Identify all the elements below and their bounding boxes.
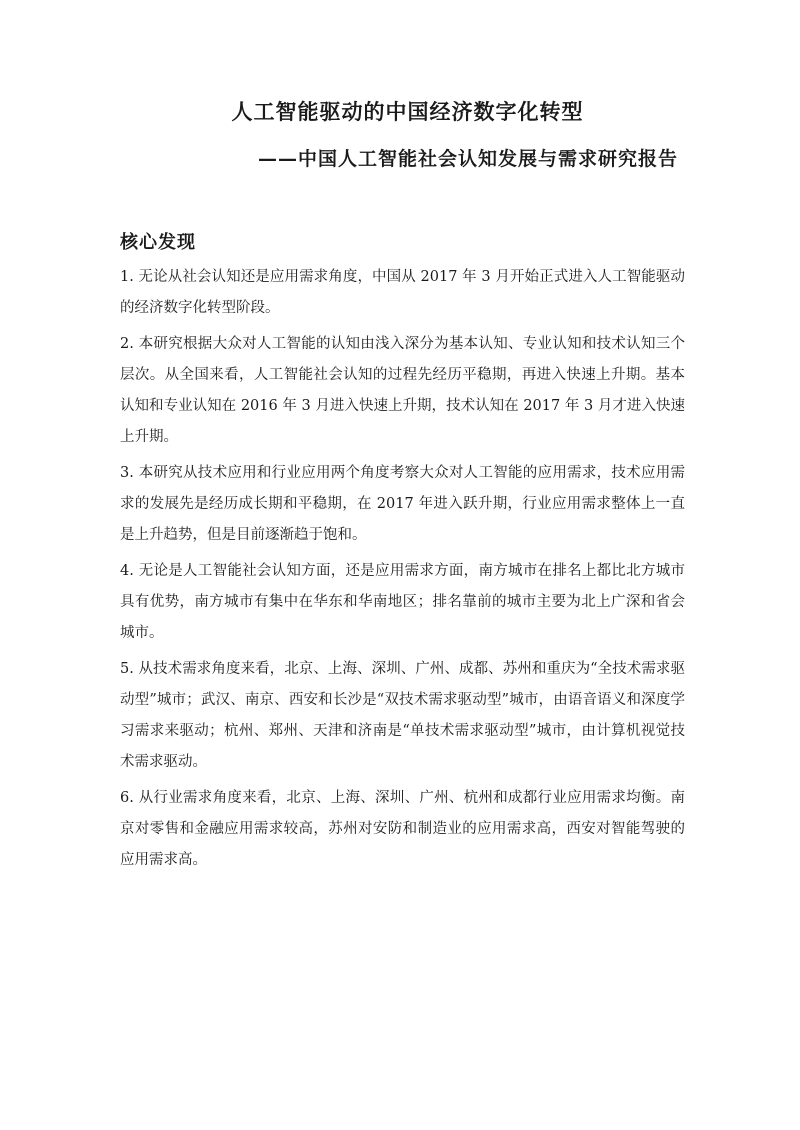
finding-item: 1. 无论从社会认知还是应用需求角度，中国从 2017 年 3 月开始正式进入人工智能驱动的经济数字化转型阶段。 (120, 269, 685, 316)
document-title: 人工智能驱动的中国经济数字化转型 (231, 99, 584, 124)
finding-item: 3. 本研究从技术应用和行业应用两个角度考察大众对人工智能的应用需求，技术应用需求的发展先是经历成长期和平稳期，在 2017 年进入跃升期，行业应用需求整体上一直是上升趋势，但是目前逐渐趋于饱和。 (120, 465, 685, 543)
finding-item: 2. 本研究根据大众对人工智能的认知由浅入深分为基本认知、专业认知和技术认知三个层次。从全国来看，人工智能社会认知的过程先经历平稳期，再进入快速上升期。基本认知和专业认知在 2016 年 3 月进入快速上升期，技术认知在 2017 年 3 月才进入快速上升期。 (120, 336, 685, 445)
document-subtitle: ——中国人工智能社会认知发展与需求研究报告 (257, 148, 678, 170)
finding-item: 6. 从行业需求角度来看，北京、上海、深圳、广州、杭州和成都行业应用需求均衡。南京对零售和金融应用需求较高，苏州对安防和制造业的应用需求高，西安对智能驾驶的应用需求高。 (120, 790, 685, 868)
findings-list (120, 262, 685, 881)
section-heading: 核心发现 (120, 232, 196, 253)
finding-item: 5. 从技术需求角度来看，北京、上海、深圳、广州、成都、苏州和重庆为“全技术需求驱动型”城市；武汉、南京、西安和长沙是“双技术需求驱动型”城市，由语音语义和深度学习需求来驱动；杭州、郑州、天津和济南是“单技术需求驱动型”城市，由计算机视觉技术需求驱动。 (120, 661, 685, 770)
finding-item: 4. 无论是人工智能社会认知方面，还是应用需求方面，南方城市在排名上都比北方城市具有优势，南方城市有集中在华东和华南地区；排名靠前的城市主要为北上广深和省会城市。 (120, 563, 685, 641)
